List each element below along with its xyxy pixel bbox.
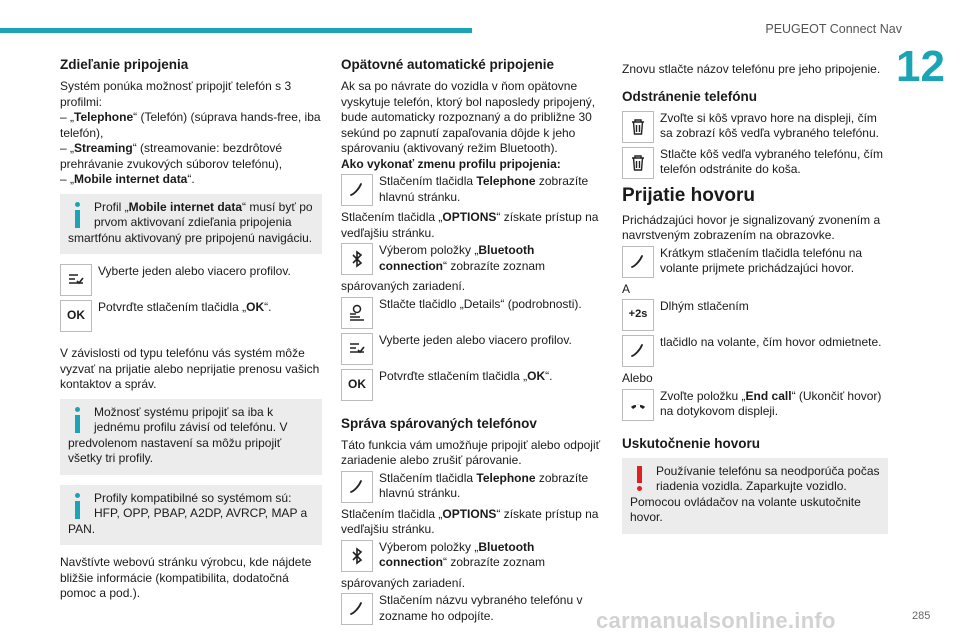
chapter-number: 12	[896, 42, 945, 91]
step: OK Potvrďte stlačením tlačidla „OK“.	[341, 369, 605, 401]
phone-icon	[622, 335, 654, 367]
step: tlačidlo na volante, čím hovor odmietnete.	[622, 335, 888, 367]
column-left	[60, 56, 322, 602]
list-item: – „Mobile internet data“.	[60, 172, 195, 186]
paragraph: Prichádzajúci hovor je signalizovaný zvonením a navrstveným zobrazením na obrazovke.	[622, 212, 881, 242]
paragraph: Alebo	[622, 371, 653, 385]
checklist-icon	[341, 333, 373, 365]
step: Stlačte tlačidlo „Details“ (podrobnosti).	[341, 297, 605, 329]
phone-icon	[341, 174, 373, 206]
paragraph: Ak sa po návrate do vozidla v ňom opätovne vyskytuje telefón, ktorý bol naposledy pripojený, bude automaticky rozpoznaný a do približne 30 sekúnd po zapnutí zapaľovania dôjde k jeho spárovaniu (aktivovaný režim Bluetooth).	[341, 79, 596, 155]
step: +2s Dlhým stlačením	[622, 299, 888, 331]
list-item: – „Streaming“ (streamovanie: bezdrôtové prehrávanie zvukových súborov telefónu),	[60, 141, 283, 171]
long-press-icon: +2s	[622, 299, 654, 331]
info-icon	[68, 200, 90, 230]
paragraph: spárovaných zariadení.	[341, 575, 466, 590]
bluetooth-icon	[341, 243, 373, 275]
step: Krátkym stlačením tlačidla telefónu na volante prijmete prichádzajúci hovor.	[622, 246, 888, 278]
ok-button-icon: OK	[60, 300, 92, 332]
step: OK Potvrďte stlačením tlačidla „OK“.	[60, 300, 322, 332]
step: Vyberte jeden alebo viacero profilov.	[60, 264, 322, 296]
warning-note: Používanie telefónu sa neodporúča počas riadenia vozidla. Zaparkujte vozidlo. Pomocou ovládačov na volante uskutočnite hovor.	[622, 458, 888, 534]
running-header: PEUGEOT Connect Nav	[765, 22, 902, 36]
info-icon	[68, 491, 90, 521]
column-right	[622, 56, 888, 544]
section-heading: Odstránenie telefónu	[622, 88, 758, 104]
phone-icon	[341, 471, 373, 503]
end-call-icon	[622, 389, 654, 421]
paragraph: Navštívte webovú stránku výrobcu, kde nájdete bližšie informácie (kompatibilita, dodatočná pomoc a pod.).	[60, 555, 312, 600]
phone-icon	[622, 246, 654, 278]
checklist-icon	[60, 264, 92, 296]
column-middle	[341, 56, 605, 629]
step: Vyberte jeden alebo viacero profilov.	[341, 333, 605, 365]
trash-icon	[622, 111, 654, 143]
section-heading: Prijatie hovoru	[622, 184, 756, 206]
info-note: Profil „Mobile internet data“ musí byť po prvom aktivovaní zdieľania pripojenia smartfónu aktivovaný pre pripojenú navigáciu.	[60, 194, 322, 255]
paragraph: spárovaných zariadení.	[341, 279, 466, 293]
step: Zvoľte položku „End call“ (Ukončiť hovor) na dotykovom displeji.	[622, 389, 888, 421]
paragraph: Znovu stlačte názov telefónu pre jeho pripojenie.	[622, 62, 881, 76]
section-heading: Uskutočnenie hovoru	[622, 435, 761, 451]
paragraph: Stlačením tlačidla „OPTIONS“ získate prístup na vedľajšiu stránku.	[341, 506, 599, 536]
step: Výberom položky „Bluetooth connection“ zobrazíte zoznam	[341, 540, 605, 572]
info-note: Možnosť systému pripojiť sa iba k jednému profilu závisí od telefónu. V predvolenom nastavení sa môžu pripojiť všetky tri profily.	[60, 399, 322, 475]
warning-icon	[630, 464, 652, 494]
ok-button-icon: OK	[341, 369, 373, 401]
header-accent-bar	[0, 28, 472, 33]
info-icon	[68, 405, 90, 435]
step: Výberom položky „Bluetooth connection“ zobrazíte zoznam	[341, 243, 605, 275]
trash-icon	[622, 147, 654, 179]
section-heading: Správa spárovaných telefónov	[341, 415, 537, 431]
info-note: Profily kompatibilné so systémom sú: HFP, OPP, PBAP, A2DP, AVRCP, MAP a PAN.	[60, 485, 322, 546]
paragraph: Táto funkcia vám umožňuje pripojiť alebo odpojiť zariadenie alebo zrušiť párovanie.	[341, 437, 601, 467]
phone-icon	[341, 593, 373, 625]
section-heading: Zdieľanie pripojenia	[60, 57, 189, 72]
step: Stlačením tlačidla Telephone zobrazíte hlavnú stránku.	[341, 471, 605, 503]
step: Stlačte kôš vedľa vybraného telefónu, čím telefón odstránite do koša.	[622, 147, 888, 179]
paragraph: Systém ponúka možnosť pripojiť telefón s 3 profilmi:	[60, 79, 292, 109]
paragraph: V závislosti od typu telefónu vás systém môže vyzvať na prijatie alebo neprijatie prenosu vašich kontaktov a správ.	[60, 346, 320, 391]
details-icon	[341, 297, 373, 329]
subheading: Ako vykonať zmenu profilu pripojenia:	[341, 156, 561, 171]
bluetooth-icon	[341, 540, 373, 572]
watermark: carmanualsonline.info	[596, 608, 836, 633]
section-heading: Opätovné automatické pripojenie	[341, 57, 555, 72]
paragraph: A	[622, 281, 631, 296]
step: Zvoľte si kôš vpravo hore na displeji, čím sa zobrazí kôš vedľa vybraného telefónu.	[622, 111, 888, 143]
list-item: – „Telephone“ (Telefón) (súprava hands-free, iba telefón),	[60, 110, 321, 140]
paragraph: Stlačením tlačidla „OPTIONS“ získate prístup na vedľajšiu stránku.	[341, 210, 599, 240]
page-number: 285	[912, 610, 931, 622]
step: Stlačením tlačidla Telephone zobrazíte hlavnú stránku.	[341, 174, 605, 206]
step: Stlačením názvu vybraného telefónu v zozname ho odpojíte.	[341, 593, 605, 625]
